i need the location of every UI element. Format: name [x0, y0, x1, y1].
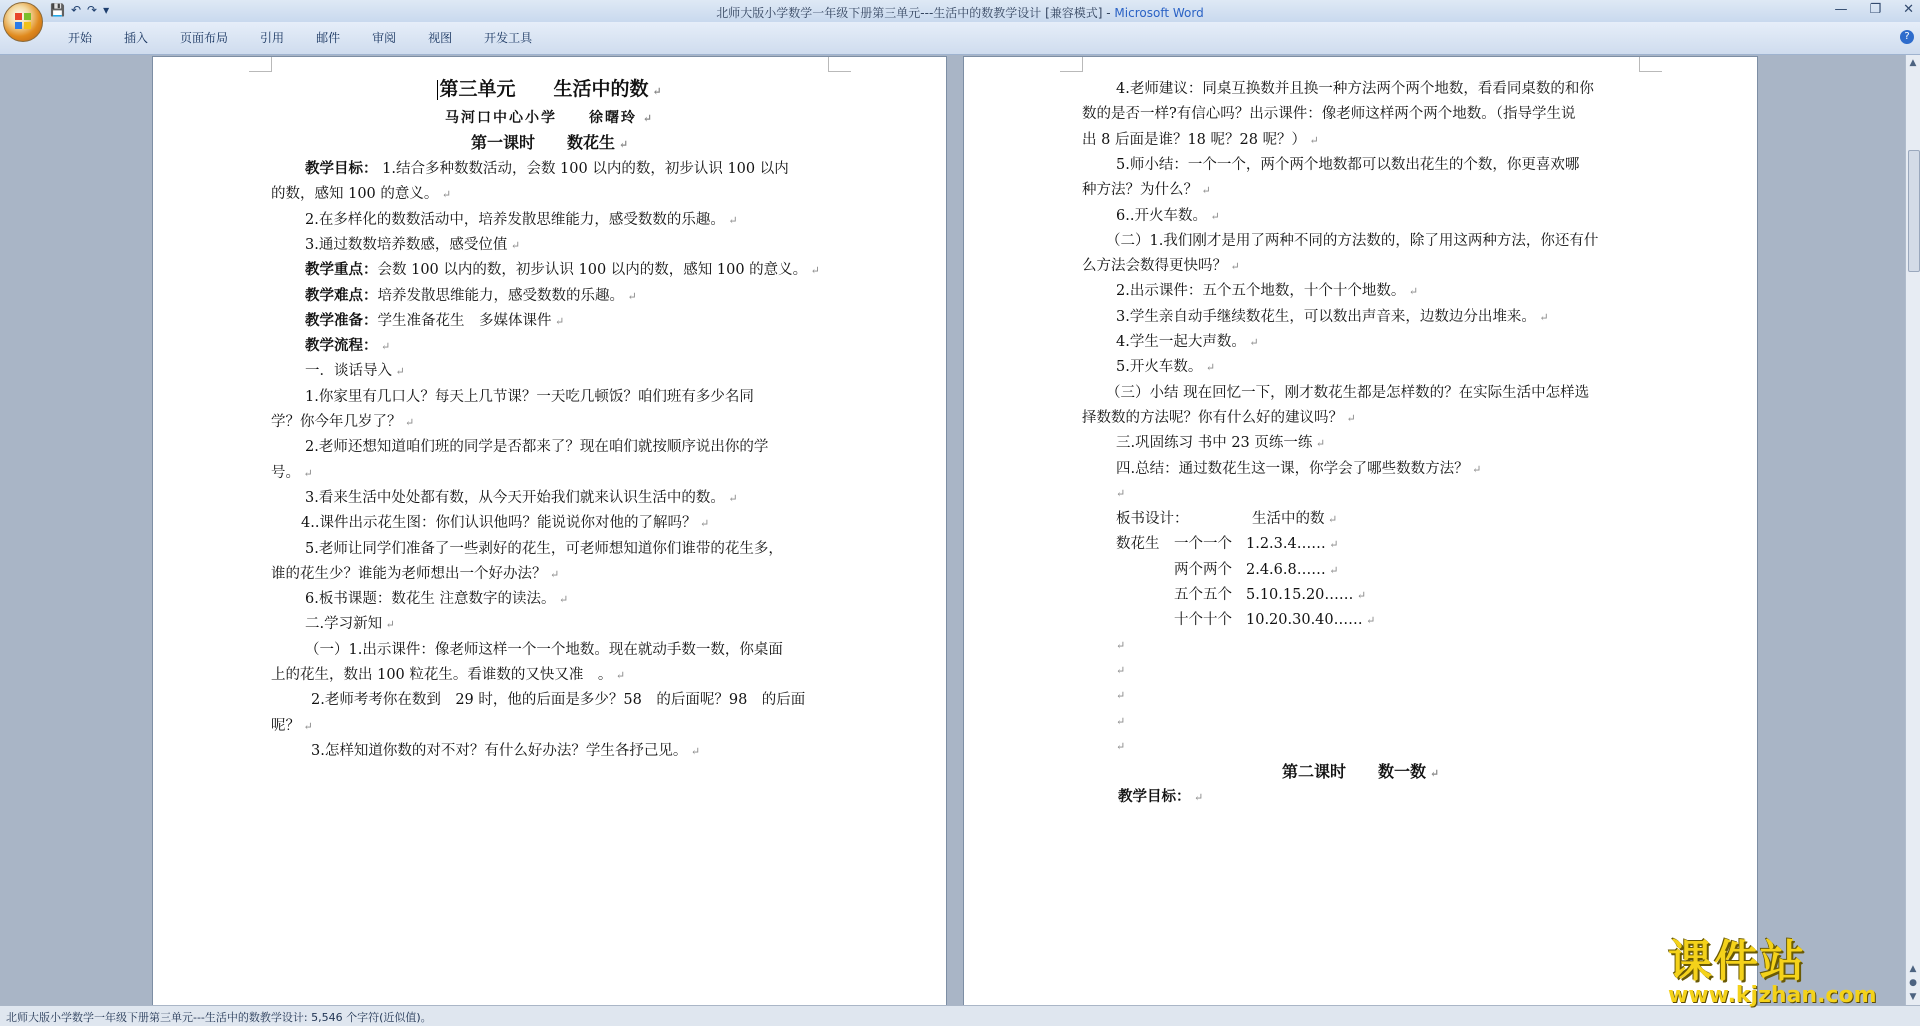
line-text: 5.开火车数。: [1116, 359, 1203, 376]
paragraph-line: [305, 387, 828, 408]
paragraph-line: [305, 589, 828, 610]
paragraph-line: [1116, 433, 1639, 454]
paragraph-line: [305, 640, 828, 661]
line-text: 1.你家里有几口人？每天上几节课？一天吃几顿饭？咱们班有多少名同: [305, 388, 754, 405]
line-text: 培养发散思维能力，感受数数的乐趣。: [377, 287, 624, 304]
line-text: 3.通过数数培养数感，感受位值: [305, 236, 508, 253]
paragraph-mark: ↵: [392, 365, 405, 379]
document-page-1[interactable]: [152, 56, 947, 1008]
paragraph-line: [301, 513, 828, 534]
browse-object-icon[interactable]: ●: [1909, 978, 1917, 988]
line-text: 种方法？为什么？: [1082, 182, 1198, 199]
line-text: 第一课时 数花生: [470, 133, 615, 152]
line-text: 3.看来生活中处处都有数，从今天开始我们就来认识生活中的数。: [305, 489, 725, 506]
line-text: 择数数的方法呢？你有什么好的建议吗？: [1082, 409, 1343, 426]
lesson-2-title: [1082, 762, 1639, 784]
paragraph-mark: ↵: [696, 517, 710, 531]
paragraph-mark: ↵: [377, 340, 391, 354]
paragraph-mark: ↵: [612, 669, 626, 682]
paragraph-mark: ↵: [687, 744, 701, 758]
line-text: 教学流程：: [305, 337, 378, 355]
line-text: 6.板书课题：数花生 注意数字的读法。: [305, 591, 556, 608]
difficulty-line: [305, 286, 828, 307]
paragraph-mark: ↵: [555, 593, 569, 607]
line-text: 2.在多样化的数数活动中，培养发散思维能力，感受数数的乐趣。: [305, 211, 725, 228]
paragraph-line: [311, 741, 828, 762]
line-text: 6..开火车数。: [1116, 207, 1207, 224]
paragraph-mark: ↵: [724, 491, 738, 505]
line-text: 3.学生亲自动手继续数花生，可以数出声音来，边数边分出堆来。: [1116, 308, 1536, 325]
line-text: 上的花生，数出 100 粒花生。看谁数的又快又准 。: [271, 667, 613, 683]
line-text: 五个五个: [1174, 587, 1232, 603]
paragraph-mark: ↵: [1343, 411, 1356, 425]
paragraph-mark: ↵: [1535, 310, 1549, 324]
preparation-line: [305, 311, 828, 332]
line-text: 1.结合多种数数活动，会数 100 以内的数，初步认识 100 以内: [377, 161, 789, 177]
paragraph-mark: ↵: [1362, 614, 1376, 628]
paragraph-mark: ↵: [1353, 589, 1367, 602]
objective-line: [1118, 787, 1639, 808]
line-text: 三.巩固练习 书中 23 页练一练: [1116, 435, 1313, 452]
line-text: 一个一个: [1174, 536, 1232, 553]
paragraph-line: [305, 210, 828, 231]
line-text: 谁的花生少？谁能为老师想出一个好办法？: [271, 565, 547, 582]
count-sequence: [1246, 610, 1375, 631]
line-text: 十个十个: [1174, 612, 1232, 629]
board-design-title: [1252, 509, 1337, 530]
empty-paragraph: ↵: [1116, 739, 1126, 753]
close-button[interactable]: ✕: [1903, 2, 1914, 17]
line-text: 会数 100 以内的数，初步认识 100 以内的数，感知 100 的意义。: [377, 262, 808, 279]
line-text: （二）1.我们刚才是用了两种不同的方法数的，除了用这两种方法，你还有什: [1106, 232, 1599, 249]
count-method: [1174, 585, 1232, 605]
paragraph-mark: ↵: [382, 618, 395, 632]
paragraph-mark: ↵: [1245, 336, 1259, 349]
paragraph-line: [1116, 357, 1639, 378]
paragraph-line: [1116, 206, 1639, 227]
vertical-scrollbar[interactable]: [1905, 55, 1920, 1005]
line-text: 2.4.6.8……: [1246, 561, 1326, 578]
count-sequence: [1246, 534, 1338, 555]
line-text: 5.10.15.20……: [1246, 587, 1354, 603]
paragraph-line: [1116, 281, 1639, 302]
tab-3[interactable]: 引用: [260, 31, 285, 45]
line-text: 4.学生一起大声数。: [1116, 334, 1246, 350]
paragraph-line: [1116, 307, 1639, 328]
line-text: 么方法会数得更快吗？: [1082, 258, 1227, 275]
line-text: 2.出示课件：五个五个地数，十个十个地数。: [1116, 283, 1406, 300]
objective-line: [305, 159, 828, 180]
watermark-cn: 课件站: [1668, 936, 1806, 987]
paragraph-mark: ↵: [724, 213, 738, 227]
lesson-title: [271, 133, 828, 155]
paragraph-mark: ↵: [300, 719, 313, 733]
paragraph-line: [305, 437, 828, 458]
line-text: 呢？: [271, 717, 300, 734]
paragraph-mark: ↵: [551, 314, 565, 328]
line-text: 马河口中心小学 徐曙玲: [444, 110, 637, 126]
paragraph-mark: ↵: [636, 112, 655, 125]
redo-icon[interactable]: ↷: [87, 3, 98, 17]
paragraph-mark: ↵: [1306, 133, 1319, 147]
line-text: 3.怎样知道你数的对不对？有什么好办法？学生各抒己见。: [311, 742, 688, 759]
line-text: 4..课件出示花生图：你们认识他吗？能说说你对他的了解吗？: [301, 515, 697, 532]
tab-7[interactable]: 开发工具: [484, 31, 533, 45]
line-text: 第二课时 数一数: [1281, 762, 1426, 782]
undo-icon[interactable]: ↶: [70, 3, 82, 17]
line-text: 2.老师考考你在数到 29 时，他的后面是多少？58 的后面呢？98 的后面: [311, 692, 806, 709]
line-text: 教学目标：: [305, 160, 378, 177]
paragraph-mark: ↵: [1324, 513, 1338, 527]
paragraph-mark: ↵: [300, 466, 313, 480]
previous-page-icon[interactable]: ▲: [1909, 964, 1917, 974]
board-design-label: [1116, 509, 1189, 529]
office-button[interactable]: [3, 2, 43, 42]
empty-paragraph: ↵: [1116, 714, 1126, 728]
paragraph-mark: ↵: [401, 416, 415, 429]
count-method: [1174, 560, 1232, 580]
empty-paragraph: ↵: [1116, 689, 1126, 703]
line-text: 二.学习新知: [305, 616, 383, 633]
paragraph-line: [271, 665, 828, 686]
paragraph-line: [1082, 408, 1639, 429]
paragraph-line: [1082, 256, 1639, 277]
count-sequence: [1246, 585, 1366, 606]
margin-corner-mark: [828, 57, 851, 72]
watermark-url: www.kjzhan.com: [1668, 983, 1877, 1008]
tab-6[interactable]: 视图: [428, 31, 453, 45]
ribbon: [0, 22, 1920, 55]
line-text: 学生准备花生 多媒体课件: [377, 312, 552, 329]
line-text: 教学目标：: [1118, 788, 1191, 806]
paragraph-line: [1082, 130, 1639, 151]
process-heading: [305, 336, 828, 357]
paragraph-mark: ↵: [807, 264, 820, 278]
paragraph-mark: ↵: [1468, 462, 1482, 476]
paragraph-line: [1116, 459, 1639, 480]
window-controls: [1834, 2, 1914, 17]
empty-paragraph: ↵: [1116, 486, 1126, 500]
paragraph-line: [1082, 180, 1639, 201]
tab-1[interactable]: 插入: [124, 31, 149, 45]
tab-5[interactable]: 审阅: [372, 31, 397, 45]
paragraph-mark: ↵: [1227, 260, 1240, 274]
line-text: 数花生: [1116, 536, 1160, 553]
paragraph-line: [271, 716, 828, 737]
paragraph-mark: ↵: [1425, 767, 1440, 781]
paragraph-line: [1116, 332, 1639, 353]
paragraph-line: [271, 184, 828, 205]
paragraph-mark: ↵: [1198, 184, 1211, 198]
paragraph-mark: ↵: [1325, 563, 1339, 577]
doc-heading: [271, 79, 828, 102]
line-text: 2.老师还想知道咱们班的同学是否都来了？现在咱们就按顺序说出你的学: [305, 439, 769, 456]
line-text: 学？你今年几岁了？: [271, 414, 402, 430]
paragraph-line: [271, 564, 828, 585]
save-icon[interactable]: 💾: [50, 3, 65, 17]
paragraph-line: [1116, 155, 1639, 176]
line-text: 第三单元 生活中的数: [439, 78, 649, 100]
minimize-button[interactable]: —: [1834, 2, 1848, 17]
line-text: 数的是否一样?有信心吗？出示课件：像老师这样两个两个地数。（指导学生说: [1082, 106, 1576, 123]
scroll-up-icon[interactable]: ▲: [1909, 58, 1917, 68]
line-text: 四.总结：通过数花生这一课，你学会了哪些数数方法？: [1116, 460, 1469, 477]
paragraph-line: [305, 235, 828, 256]
watermark-logo: [1668, 925, 1913, 1008]
window-title: [0, 4, 1920, 21]
paragraph-mark: ↵: [546, 567, 560, 581]
paragraph-mark: ↵: [624, 289, 637, 303]
line-text: 两个两个: [1174, 561, 1232, 578]
tab-0[interactable]: 开始: [68, 31, 93, 45]
empty-paragraph: ↵: [1116, 638, 1126, 652]
help-icon[interactable]: ?: [1900, 30, 1914, 44]
line-text: 生活中的数: [1252, 511, 1325, 528]
office-logo-icon: [14, 12, 32, 30]
paragraph-mark: ↵: [1325, 538, 1339, 552]
count-method: [1174, 610, 1232, 630]
paragraph-mark: ↵: [1312, 437, 1326, 451]
paragraph-line: [1106, 231, 1639, 252]
line-text: 教学重点：: [305, 261, 378, 279]
tab-4[interactable]: 邮件: [316, 31, 341, 45]
paragraph-line: [305, 539, 828, 560]
paragraph-mark: ↵: [1405, 285, 1419, 299]
line-text: 号。: [271, 464, 300, 481]
line-text: 教学难点：: [305, 286, 378, 304]
count-sequence: [1246, 560, 1338, 581]
empty-paragraph: ↵: [1116, 663, 1126, 677]
key-point-line: [305, 260, 828, 281]
restore-button[interactable]: ❐: [1869, 2, 1882, 17]
status-bar: [0, 1005, 1920, 1026]
scrollbar-thumb[interactable]: [1908, 150, 1920, 272]
line-text: （三）小结 现在回忆一下，刚才数花生都是怎样数的？在实际生活中怎样选: [1106, 384, 1590, 401]
line-text: 教学准备：: [305, 311, 378, 329]
paragraph-mark: ↵: [507, 238, 521, 252]
paragraph-line: [311, 690, 828, 711]
line-text: 的数，感知 100 的意义。: [271, 186, 439, 203]
author-line: [271, 108, 828, 129]
margin-corner-mark: [1639, 57, 1662, 72]
title-bar: [0, 0, 1920, 22]
paragraph-mark: ↵: [438, 188, 452, 202]
count-method: [1174, 534, 1232, 554]
paragraph-line: [1106, 383, 1639, 404]
ribbon-tabs: [52, 29, 548, 46]
line-text: 4.老师建议：同桌互换数并且换一种方法两个两个地数，看看同桌数的和你: [1116, 81, 1594, 97]
paragraph-mark: ↵: [1202, 361, 1216, 375]
next-page-icon[interactable]: ▼: [1909, 992, 1917, 1002]
line-text: 出 8 后面是谁？18 呢？28 呢？）: [1082, 131, 1307, 148]
margin-corner-mark: [1060, 57, 1083, 72]
line-text: 10.20.30.40……: [1246, 612, 1363, 629]
paragraph-mark: ↵: [614, 138, 629, 151]
paragraph-line: [271, 412, 828, 433]
paragraph-line: [1116, 79, 1639, 100]
margin-corner-mark: [249, 57, 272, 72]
line-text: 一．谈话导入: [305, 363, 392, 380]
document-title: 北师大版小学数学一年级下册第三单元---生活中的数教学设计 [兼容模式] -: [716, 6, 1115, 20]
paragraph-line: [1082, 104, 1639, 125]
app-title: Microsoft Word: [1114, 6, 1204, 20]
line-text: （一）1.出示课件：像老师这样一个一个地数。现在就动手数一数，你桌面: [305, 641, 783, 658]
line-text: 1.2.3.4……: [1246, 536, 1326, 553]
paragraph-line: [305, 488, 828, 509]
paragraph-mark: ↵: [1190, 791, 1204, 805]
paragraph-mark: ↵: [648, 85, 662, 98]
customize-qat-icon[interactable]: ▾: [103, 3, 110, 17]
paragraph-line: [305, 361, 828, 382]
paragraph-line: [305, 614, 828, 635]
line-text: 5.师小结：一个一个，两个两个地数都可以数出花生的个数，你更喜欢哪: [1116, 156, 1580, 173]
tab-2[interactable]: 页面布局: [180, 31, 229, 45]
status-text: 北师大版小学数学一年级下册第三单元---生活中的数教学设计: 5,546 个字符(近似值)。: [6, 1011, 432, 1024]
line-text: 板书设计：: [1116, 511, 1189, 528]
document-page-2[interactable]: [963, 56, 1758, 1008]
paragraph-line: [271, 463, 828, 484]
line-text: 5.老师让同学们准备了一些剥好的花生，可老师想知道你们谁带的花生多，: [305, 540, 783, 557]
paragraph-mark: ↵: [1206, 209, 1220, 223]
board-topic: [1116, 534, 1160, 554]
